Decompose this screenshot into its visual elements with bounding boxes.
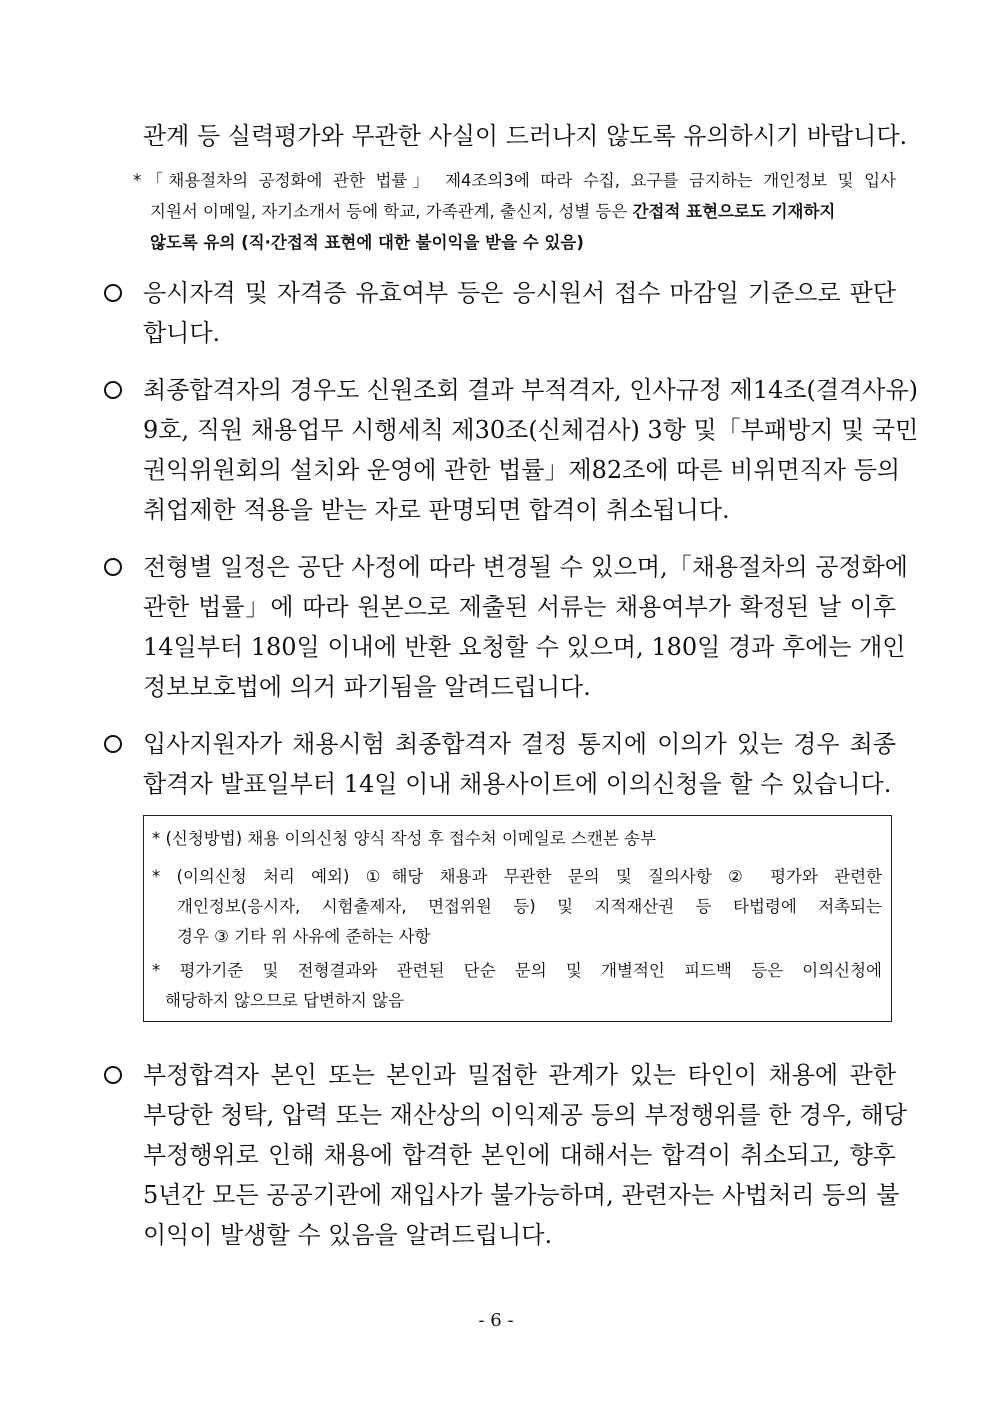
bullet-circle-icon [104, 558, 122, 576]
bullet-circle-icon [104, 1066, 122, 1084]
paragraph-line: 관한 법률」에 따라 원본으로 제출된 서류는 채용여부가 확정된 날 이후 [143, 593, 896, 621]
paragraph-line: 부당한 청탁, 압력 또는 재산상의 이익제공 등의 부정행위를 한 경우, 해당 [143, 1101, 907, 1129]
note-line: 개인정보(응시자, 시험출제자, 면접위원 등) 및 지적재산권 등 타법령에 저촉되는 [177, 897, 882, 916]
note-line: * 평가기준 및 전형결과와 관련된 단순 문의 및 개별적인 피드백 등은 이의신청에 [152, 961, 882, 980]
paragraph-line: 부정합격자 본인 또는 본인과 밀접한 관계가 있는 타인이 채용에 관한 [143, 1061, 896, 1089]
intro-note-line [150, 201, 992, 223]
bullet-circle-icon [104, 735, 122, 753]
intro-note-emphasis: 간접적 표현으로도 기재하지 [632, 202, 836, 221]
paragraph-line: 부정행위로 인해 채용에 합격한 본인에 대해서는 합격이 취소되고, 향후 [143, 1141, 896, 1169]
intro-note-text: 지원서 이메일, 자기소개서 등에 학교, 가족관계, 출신지, 성별 등은 [150, 202, 633, 221]
paragraph-line: 14일부터 180일 이내에 반환 요청할 수 있으며, 180일 경과 후에는 개인 [143, 633, 906, 661]
paragraph-line: 전형별 일정은 공단 사정에 따라 변경될 수 있으며,「채용절차의 공정화에 [143, 553, 908, 581]
intro-note-emphasis: 않도록 유의 (직·간접적 표현에 대한 불이익을 받을 수 있음) [150, 233, 584, 252]
note-line: * (이의신청 처리 예외) ①해당 채용과 무관한 문의 및 질의사항 ② 평가와 관련한 [152, 867, 882, 886]
paragraph-line: 응시자격 및 자격증 유효여부 등은 응시원서 접수 마감일 기준으로 판단 [143, 279, 896, 307]
paragraph-line: 합격자 발표일부터 14일 이내 채용사이트에 이의신청을 할 수 있습니다. [143, 770, 892, 798]
intro-line: 관계 등 실력평가와 무관한 사실이 드러나지 않도록 유의하시기 바랍니다. [143, 122, 908, 150]
paragraph-line: 이익이 발생할 수 있음을 알려드립니다. [143, 1221, 553, 1249]
note-line: 경우 ③ 기타 위 사유에 준하는 사항 [177, 927, 431, 946]
intro-note-line: *「채용절차의 공정화에 관한 법률」 제4조의3에 따라 수집, 요구를 금지하는 개인정보 및 입사 [133, 171, 896, 190]
paragraph-line: 9호, 직원 채용업무 시행세칙 제30조(신체검사) 3항 및「부패방지 및 국민 [143, 416, 919, 444]
paragraph-line: 합니다. [143, 319, 221, 347]
page-number: - 6 - [478, 1310, 514, 1331]
note-line: 해당하지 않으므로 답변하지 않음 [165, 991, 404, 1010]
bullet-circle-icon [104, 284, 122, 302]
paragraph-line: 취업제한 적용을 받는 자로 판명되면 합격이 취소됩니다. [143, 496, 730, 524]
bullet-circle-icon [104, 381, 122, 399]
paragraph-line: 정보보호법에 의거 파기됨을 알려드립니다. [143, 673, 591, 701]
paragraph-line: 최종합격자의 경우도 신원조회 결과 부적격자, 인사규정 제14조(결격사유) [143, 376, 919, 404]
paragraph-line: 입사지원자가 채용시험 최종합격자 결정 통지에 이의가 있는 경우 최종 [143, 730, 896, 758]
note-line: * (신청방법) 채용 이의신청 양식 작성 후 접수처 이메일로 스캔본 송부 [152, 829, 656, 848]
paragraph-line: 권익위원회의 설치와 운영에 관한 법률」제82조에 따른 비위면직자 등의 [143, 456, 901, 484]
paragraph-line: 5년간 모든 공공기관에 재입사가 불가능하며, 관련자는 사법처리 등의 불 [143, 1181, 900, 1209]
